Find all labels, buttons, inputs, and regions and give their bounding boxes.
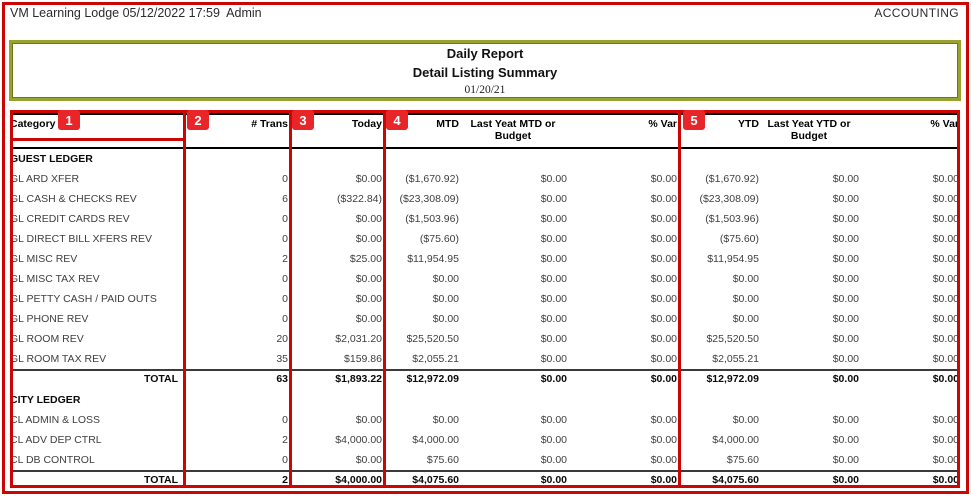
data-cell: GL PHONE REV (10, 313, 89, 325)
data-cell: CL DB CONTROL (10, 454, 95, 466)
total-cell: $4,075.60 (382, 471, 459, 487)
data-cell: $0.00 (650, 434, 677, 446)
data-row (10, 410, 959, 430)
data-row (10, 329, 959, 349)
data-cell: $0.00 (932, 414, 959, 426)
annotation-badge: 4 (386, 110, 408, 130)
data-cell: $0.00 (932, 173, 959, 185)
data-row (10, 169, 959, 189)
data-cell: $0.00 (832, 193, 859, 205)
data-cell: $0.00 (540, 253, 567, 265)
data-cell: 2 (282, 434, 288, 446)
data-row (10, 289, 959, 309)
col-header-mtd: MTD (382, 114, 459, 148)
data-cell: $2,055.21 (412, 353, 459, 365)
data-cell: $0.00 (832, 293, 859, 305)
data-cell: $0.00 (355, 173, 382, 185)
total-cell: $12,972.09 (382, 370, 459, 386)
report-table-body (10, 148, 959, 487)
col-header-var-ytd: % Var (859, 114, 959, 148)
data-cell: GL DIRECT BILL XFERS REV (10, 233, 152, 245)
data-cell: $0.00 (540, 454, 567, 466)
data-cell: $75.60 (726, 454, 759, 466)
data-cell: $0.00 (832, 414, 859, 426)
data-cell: $0.00 (732, 293, 759, 305)
data-cell: CL ADV DEP CTRL (10, 434, 102, 446)
col-header-var-mtd: % Var (567, 114, 677, 148)
data-cell: $0.00 (540, 313, 567, 325)
data-cell: ($1,670.92) (405, 173, 459, 185)
data-cell: $4,000.00 (712, 434, 759, 446)
data-cell: $25.00 (349, 253, 382, 265)
total-cell: $0.00 (759, 370, 859, 386)
total-cell: $0.00 (459, 370, 567, 386)
data-row (10, 450, 959, 471)
total-cell: $0.00 (459, 471, 567, 487)
total-cell: TOTAL (10, 471, 182, 487)
data-cell: $0.00 (732, 414, 759, 426)
total-cell: $0.00 (567, 471, 677, 487)
col-header-ytd: YTD (677, 114, 759, 148)
data-cell: GL MISC REV (10, 253, 78, 265)
data-cell: $0.00 (932, 233, 959, 245)
total-row (10, 471, 959, 487)
data-cell: $0.00 (932, 253, 959, 265)
data-row (10, 209, 959, 229)
data-cell: $25,520.50 (406, 333, 459, 345)
data-cell: $0.00 (540, 193, 567, 205)
data-cell: $0.00 (355, 293, 382, 305)
data-cell: $2,055.21 (712, 353, 759, 365)
data-row (10, 189, 959, 209)
section-header-cell: GUEST LEDGER (10, 153, 93, 165)
report-header-box (9, 40, 961, 101)
report-table (10, 113, 959, 487)
col-header-trans: # Trans (182, 114, 288, 148)
data-cell: $0.00 (832, 253, 859, 265)
data-cell: $0.00 (650, 173, 677, 185)
data-cell: $0.00 (832, 333, 859, 345)
annotation-badge: 3 (292, 110, 314, 130)
data-cell: $4,000.00 (335, 434, 382, 446)
data-cell: CL ADMIN & LOSS (10, 414, 101, 426)
report-date: 01/20/21 (464, 84, 506, 96)
total-row (10, 370, 959, 386)
data-cell: $0.00 (650, 273, 677, 285)
data-cell: $0.00 (650, 193, 677, 205)
data-cell: $4,000.00 (412, 434, 459, 446)
data-cell: 0 (282, 233, 288, 245)
data-cell: $0.00 (932, 333, 959, 345)
data-cell: ($322.84) (337, 193, 382, 205)
data-cell: $0.00 (832, 213, 859, 225)
data-cell: $0.00 (832, 173, 859, 185)
report-title: Daily Report (446, 46, 524, 61)
data-row (10, 229, 959, 249)
data-cell: $0.00 (355, 273, 382, 285)
col-header-lastyear-ytd: Last Yeat YTD or Budget (759, 114, 859, 148)
data-row (10, 249, 959, 269)
section-header-row (10, 390, 959, 410)
data-cell: $0.00 (832, 434, 859, 446)
data-row (10, 430, 959, 450)
data-cell: $0.00 (432, 414, 459, 426)
data-cell: $0.00 (540, 273, 567, 285)
total-cell: $4,000.00 (288, 471, 382, 487)
data-cell: 0 (282, 173, 288, 185)
data-cell: $25,520.50 (706, 333, 759, 345)
topbar (10, 6, 959, 20)
data-cell: 6 (282, 193, 288, 205)
department-label: ACCOUNTING (874, 6, 959, 20)
data-cell: $75.60 (426, 454, 459, 466)
data-cell: 0 (282, 273, 288, 285)
data-row (10, 349, 959, 370)
data-cell: $11,954.95 (407, 253, 459, 265)
data-cell: 2 (282, 253, 288, 265)
data-cell: 0 (282, 414, 288, 426)
data-cell: $0.00 (932, 293, 959, 305)
data-cell: $0.00 (832, 273, 859, 285)
data-cell: ($23,308.09) (699, 193, 759, 205)
data-cell: $0.00 (540, 434, 567, 446)
data-cell: $0.00 (650, 233, 677, 245)
data-row (10, 269, 959, 289)
data-cell: $0.00 (650, 293, 677, 305)
data-cell: $2,031.20 (335, 333, 382, 345)
data-cell: $0.00 (650, 253, 677, 265)
data-cell: $0.00 (540, 333, 567, 345)
section-header-row (10, 148, 959, 169)
data-cell: $11,954.95 (707, 253, 759, 265)
total-cell: $0.00 (567, 370, 677, 386)
data-cell: GL ROOM REV (10, 333, 84, 345)
data-cell: $0.00 (355, 213, 382, 225)
data-cell: $0.00 (650, 333, 677, 345)
data-cell: $0.00 (540, 213, 567, 225)
data-cell: $0.00 (832, 353, 859, 365)
data-cell: GL ARD XFER (10, 173, 80, 185)
data-row (10, 309, 959, 329)
section-header-cell: CITY LEDGER (10, 394, 81, 406)
data-cell: $0.00 (650, 213, 677, 225)
data-cell: $0.00 (932, 313, 959, 325)
data-cell: $0.00 (355, 233, 382, 245)
data-cell: 0 (282, 313, 288, 325)
data-cell: $0.00 (932, 454, 959, 466)
data-cell: GL CREDIT CARDS REV (10, 213, 130, 225)
data-cell: $0.00 (355, 414, 382, 426)
data-cell: GL PETTY CASH / PAID OUTS (10, 293, 157, 305)
data-cell: $0.00 (355, 313, 382, 325)
data-cell: $0.00 (432, 293, 459, 305)
data-cell: $0.00 (540, 233, 567, 245)
annotation-badge: 2 (187, 110, 209, 130)
data-cell: $0.00 (732, 313, 759, 325)
data-cell: $159.86 (344, 353, 382, 365)
total-cell: 2 (182, 471, 288, 487)
data-cell: 35 (276, 353, 288, 365)
data-cell: $0.00 (540, 173, 567, 185)
data-cell: 0 (282, 454, 288, 466)
property-date-user-text: VM Learning Lodge 05/12/2022 17:59 Admin (10, 6, 262, 20)
data-cell: 0 (282, 293, 288, 305)
data-cell: ($1,670.92) (705, 173, 759, 185)
total-cell: 63 (182, 370, 288, 386)
data-cell: 20 (276, 333, 288, 345)
data-cell: $0.00 (932, 213, 959, 225)
data-cell: $0.00 (650, 353, 677, 365)
data-cell: ($75.60) (419, 233, 459, 245)
total-cell: $1,893.22 (288, 370, 382, 386)
annotation-badge: 1 (58, 110, 80, 130)
col-header-today: Today (288, 114, 382, 148)
data-cell: $0.00 (355, 454, 382, 466)
table-header-row (10, 114, 959, 148)
data-cell: $0.00 (932, 193, 959, 205)
col-header-lastyear-mtd: Last Yeat MTD or Budget (459, 114, 567, 148)
data-cell: GL CASH & CHECKS REV (10, 193, 137, 205)
data-cell: $0.00 (432, 273, 459, 285)
data-cell: $0.00 (650, 454, 677, 466)
total-cell: TOTAL (10, 370, 182, 386)
data-cell: $0.00 (540, 414, 567, 426)
data-cell: ($23,308.09) (399, 193, 459, 205)
data-cell: $0.00 (832, 233, 859, 245)
data-cell: $0.00 (540, 353, 567, 365)
total-cell: $4,075.60 (677, 471, 759, 487)
data-cell: ($1,503.96) (705, 213, 759, 225)
data-cell: $0.00 (832, 454, 859, 466)
data-cell: GL MISC TAX REV (10, 273, 100, 285)
total-cell: $0.00 (859, 370, 959, 386)
data-cell: 0 (282, 213, 288, 225)
data-cell: $0.00 (932, 273, 959, 285)
data-cell: $0.00 (650, 313, 677, 325)
total-cell: $0.00 (859, 471, 959, 487)
data-cell: $0.00 (732, 273, 759, 285)
data-cell: $0.00 (650, 414, 677, 426)
data-cell: GL ROOM TAX REV (10, 353, 107, 365)
annotation-badge: 5 (683, 110, 705, 130)
data-cell: $0.00 (932, 434, 959, 446)
data-cell: ($75.60) (719, 233, 759, 245)
data-cell: $0.00 (832, 313, 859, 325)
data-cell: ($1,503.96) (405, 213, 459, 225)
data-cell: $0.00 (432, 313, 459, 325)
data-cell: $0.00 (932, 353, 959, 365)
total-cell: $0.00 (759, 471, 859, 487)
col-header-category: Category (10, 114, 182, 148)
total-cell: $12,972.09 (677, 370, 759, 386)
data-cell: $0.00 (540, 293, 567, 305)
report-subtitle: Detail Listing Summary (412, 65, 558, 80)
